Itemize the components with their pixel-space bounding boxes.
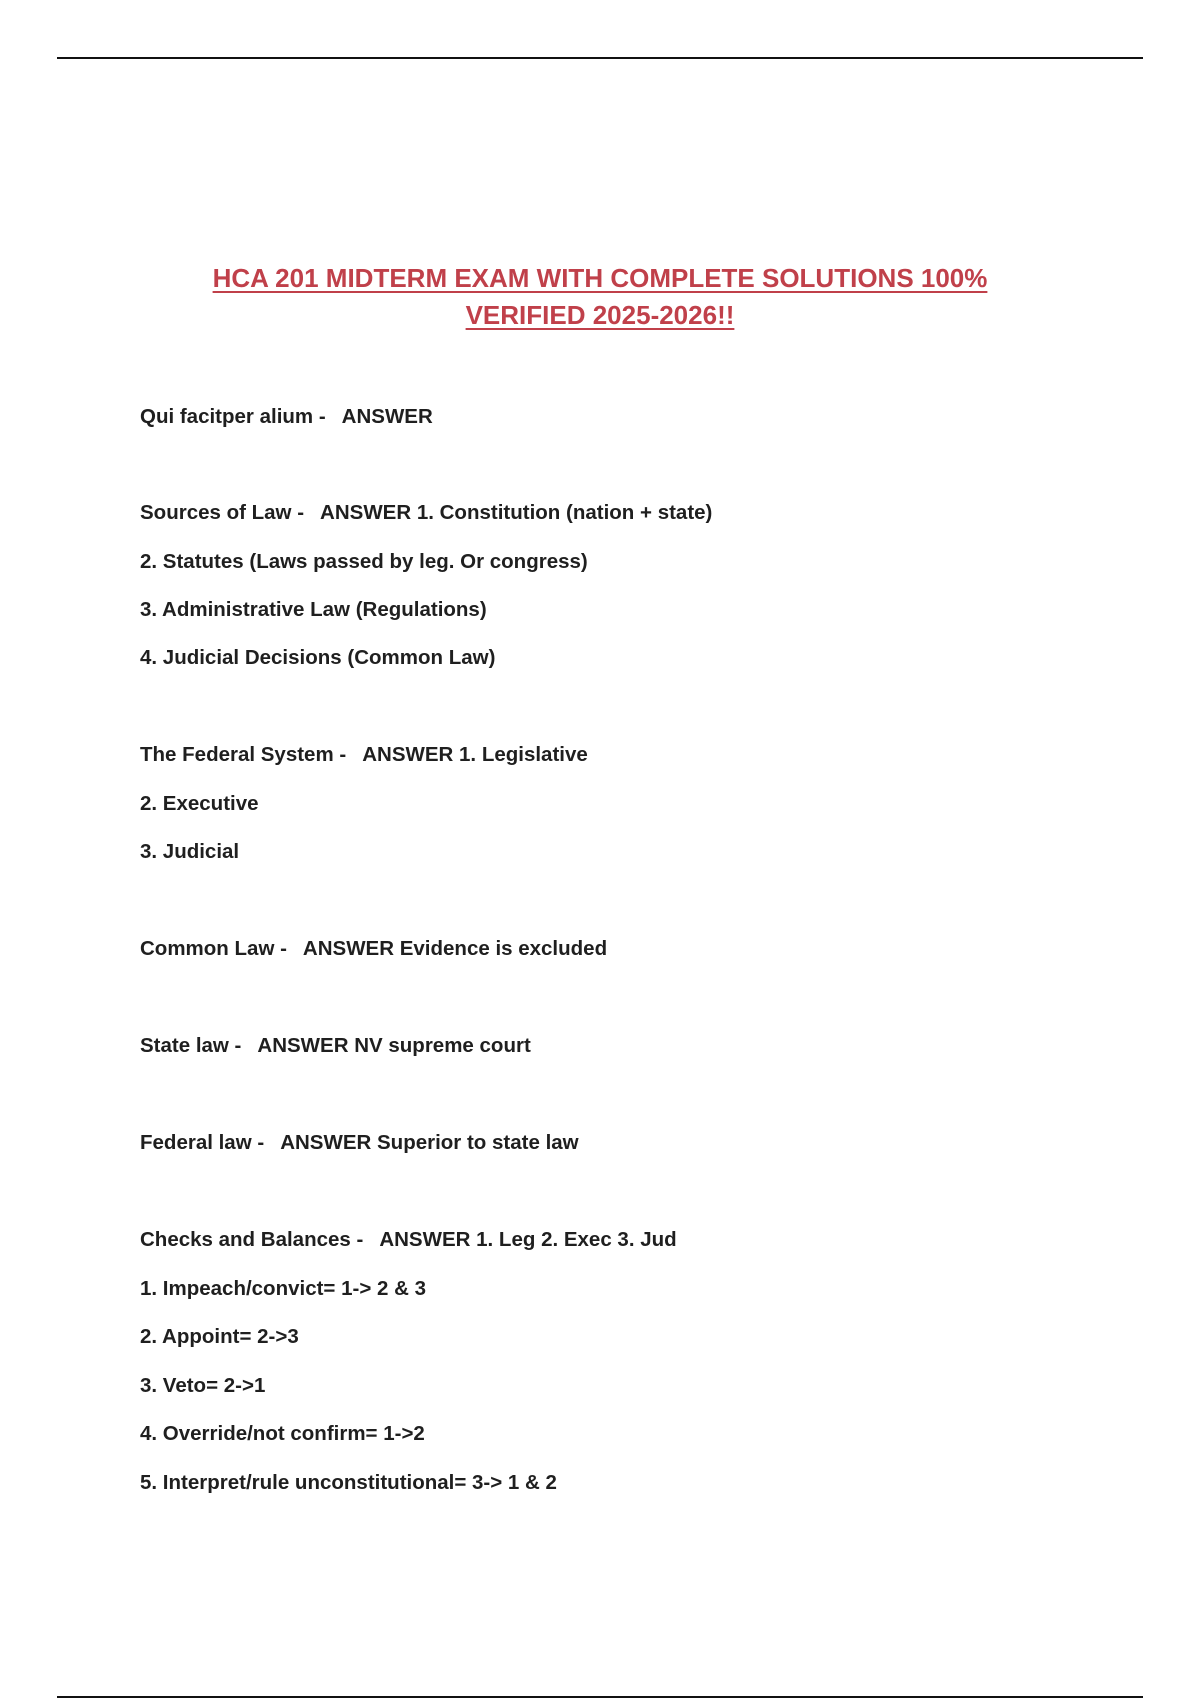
list-item: 3. Judicial bbox=[140, 840, 240, 863]
entry-term: State law - bbox=[140, 1034, 242, 1057]
list-item: 2. Appoint= 2->3 bbox=[140, 1325, 299, 1348]
title-line-1: HCA 201 MIDTERM EXAM WITH COMPLETE SOLUTIONS 100% bbox=[212, 263, 988, 293]
entry-answer: ANSWER Superior to state law bbox=[280, 1131, 579, 1154]
entry-term: The Federal System - bbox=[140, 743, 347, 766]
entry-answer: ANSWER 1. Constitution (nation + state) bbox=[320, 501, 713, 524]
qa-entry-checks-and-balances bbox=[140, 1228, 677, 1252]
entry-term: Common Law - bbox=[140, 937, 287, 960]
list-item: 1. Impeach/convict= 1-> 2 & 3 bbox=[140, 1277, 426, 1300]
header-rule bbox=[57, 57, 1143, 59]
qa-entry-state-law bbox=[140, 1034, 531, 1058]
list-item: 2. Statutes (Laws passed by leg. Or congress) bbox=[140, 550, 588, 573]
entry-term: Sources of Law - bbox=[140, 501, 305, 524]
list-item: 4. Judicial Decisions (Common Law) bbox=[140, 646, 496, 669]
entry-term: Qui facitper alium - bbox=[140, 405, 326, 428]
entry-term: Checks and Balances - bbox=[140, 1228, 364, 1251]
entry-answer: ANSWER bbox=[341, 405, 433, 428]
qa-entry-sources-of-law bbox=[140, 501, 712, 525]
document-title bbox=[0, 260, 1200, 334]
qa-entry-federal-law bbox=[140, 1131, 579, 1155]
qa-entry-common-law bbox=[140, 937, 607, 961]
footer-rule bbox=[57, 1696, 1143, 1698]
qa-entry-qui-facit bbox=[140, 405, 433, 429]
list-item: 5. Interpret/rule unconstitutional= 3-> 1 & 2 bbox=[140, 1471, 557, 1494]
list-item: 2. Executive bbox=[140, 792, 259, 815]
entry-answer: ANSWER 1. Legislative bbox=[362, 743, 588, 766]
entry-term: Federal law - bbox=[140, 1131, 265, 1154]
title-line-2: VERIFIED 2025-2026!! bbox=[465, 300, 735, 330]
list-item: 3. Administrative Law (Regulations) bbox=[140, 598, 487, 621]
list-item: 4. Override/not confirm= 1->2 bbox=[140, 1422, 425, 1445]
entry-answer: ANSWER 1. Leg 2. Exec 3. Jud bbox=[379, 1228, 677, 1251]
entry-answer: ANSWER Evidence is excluded bbox=[302, 937, 608, 960]
qa-entry-federal-system bbox=[140, 743, 588, 767]
entry-answer: ANSWER NV supreme court bbox=[257, 1034, 531, 1057]
list-item: 3. Veto= 2->1 bbox=[140, 1374, 266, 1397]
